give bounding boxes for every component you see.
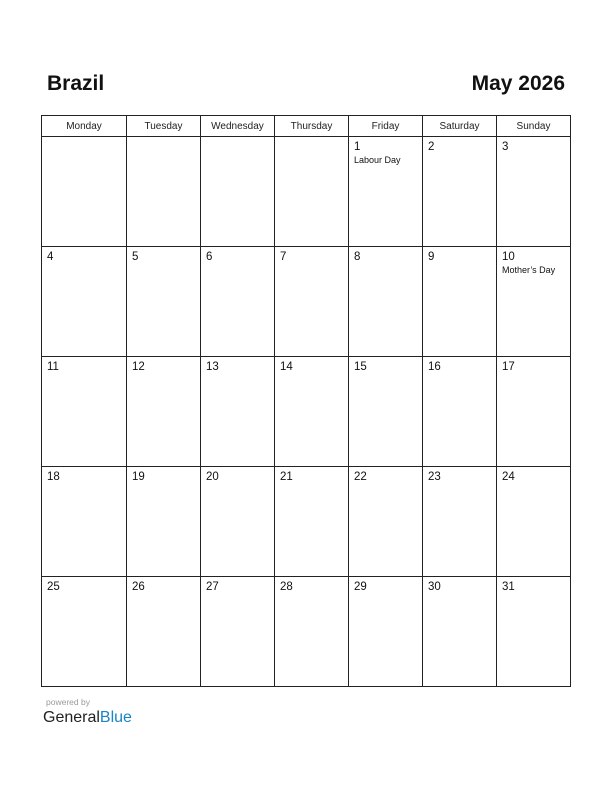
- weekday-header: Monday: [42, 116, 127, 137]
- day-cell: [423, 357, 497, 467]
- day-number: 27: [206, 581, 219, 593]
- powered-by-label: powered by: [46, 697, 90, 707]
- day-number: 31: [502, 581, 515, 593]
- day-number: 16: [428, 361, 441, 373]
- day-cell: [42, 357, 127, 467]
- day-number: 25: [47, 581, 60, 593]
- day-number: 15: [354, 361, 367, 373]
- day-number: 4: [47, 251, 54, 263]
- weekday-header: Friday: [349, 116, 423, 137]
- footer-branding: [43, 697, 132, 728]
- day-cell: [349, 137, 423, 247]
- generalblue-logo: [43, 708, 132, 728]
- weekday-header-row: [42, 116, 571, 137]
- day-number: 28: [280, 581, 293, 593]
- calendar-grid: [41, 115, 571, 687]
- day-number: 3: [502, 141, 509, 153]
- day-number: 23: [428, 471, 441, 483]
- day-number: 19: [132, 471, 145, 483]
- day-cell: [201, 577, 275, 687]
- country-title: Brazil: [47, 72, 105, 95]
- day-number: 9: [428, 251, 435, 263]
- day-cell: [275, 137, 349, 247]
- day-number: 26: [132, 581, 145, 593]
- day-number: 22: [354, 471, 367, 483]
- day-number: 13: [206, 361, 219, 373]
- day-number: 18: [47, 471, 60, 483]
- day-number: 30: [428, 581, 441, 593]
- holiday-label: Labour Day: [354, 155, 401, 165]
- day-number: 2: [428, 141, 435, 153]
- week-row: [42, 357, 571, 467]
- week-row: [42, 467, 571, 577]
- day-number: 5: [132, 251, 139, 263]
- day-cell: [349, 357, 423, 467]
- week-row: [42, 137, 571, 247]
- day-number: 10: [502, 251, 515, 263]
- week-row: [42, 577, 571, 687]
- weekday-header: Sunday: [497, 116, 571, 137]
- day-number: 17: [502, 361, 515, 373]
- day-cell: [127, 137, 201, 247]
- day-number: 24: [502, 471, 515, 483]
- day-cell: [127, 357, 201, 467]
- weekday-header: Thursday: [275, 116, 349, 137]
- day-cell: [497, 577, 571, 687]
- weekday-header: Wednesday: [201, 116, 275, 137]
- brand-general-text: General: [43, 709, 100, 726]
- day-cell: [349, 467, 423, 577]
- day-number: 29: [354, 581, 367, 593]
- day-number: 20: [206, 471, 219, 483]
- day-cell: [42, 467, 127, 577]
- day-cell: [423, 577, 497, 687]
- day-cell: [275, 357, 349, 467]
- day-cell: [275, 577, 349, 687]
- day-cell: [201, 137, 275, 247]
- week-row: [42, 247, 571, 357]
- day-cell: [127, 577, 201, 687]
- day-cell: [201, 247, 275, 357]
- day-cell: [42, 247, 127, 357]
- weekday-header: Tuesday: [127, 116, 201, 137]
- month-year-title: May 2026: [471, 72, 565, 95]
- brand-blue-text: Blue: [99, 709, 132, 726]
- weekday-header: Saturday: [423, 116, 497, 137]
- day-cell: [497, 137, 571, 247]
- day-number: 8: [354, 251, 361, 263]
- holiday-label: Mother’s Day: [502, 265, 556, 275]
- day-cell: [127, 247, 201, 357]
- day-cell: [275, 467, 349, 577]
- day-cell: [497, 357, 571, 467]
- day-number: 21: [280, 471, 293, 483]
- day-cell: [423, 247, 497, 357]
- day-cell: [42, 577, 127, 687]
- day-cell: [349, 247, 423, 357]
- day-cell: [497, 247, 571, 357]
- day-cell: [275, 247, 349, 357]
- day-number: 12: [132, 361, 145, 373]
- day-number: 11: [47, 361, 59, 373]
- day-cell: [201, 467, 275, 577]
- day-number: 7: [280, 251, 287, 263]
- day-number: 14: [280, 361, 293, 373]
- day-cell: [42, 137, 127, 247]
- day-cell: [349, 577, 423, 687]
- day-cell: [127, 467, 201, 577]
- day-cell: [497, 467, 571, 577]
- day-cell: [201, 357, 275, 467]
- day-cell: [423, 137, 497, 247]
- day-number: 1: [354, 141, 361, 153]
- day-cell: [423, 467, 497, 577]
- day-number: 6: [206, 251, 213, 263]
